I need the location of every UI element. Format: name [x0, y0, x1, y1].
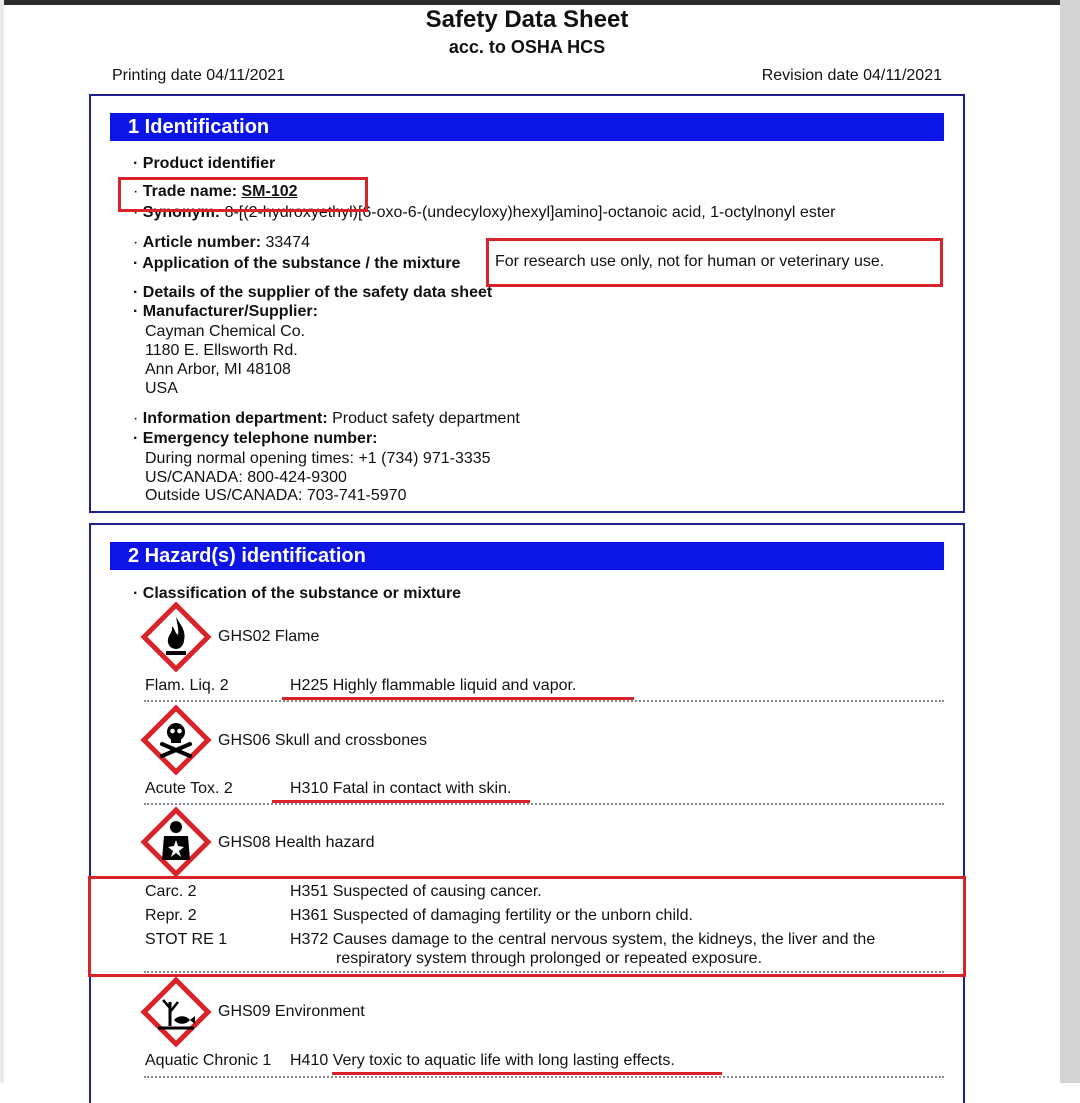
hazard-class: Acute Tox. 2: [145, 780, 233, 797]
hazard-statement-continuation: respiratory system through prolonged or repeated exposure.: [336, 950, 763, 967]
flame-icon: [140, 601, 212, 673]
document-title: Safety Data Sheet: [425, 6, 629, 33]
hazard-statement: H372 Causes damage to the central nervous system, the kidneys, the liver and the: [290, 931, 876, 948]
row-divider: [144, 700, 944, 702]
hazard-class: Aquatic Chronic 1: [145, 1052, 272, 1069]
classification-label: · Classification of the substance or mixture: [133, 585, 462, 602]
revision-date: Revision date 04/11/2021: [761, 67, 942, 84]
printing-date: Printing date 04/11/2021: [112, 67, 286, 84]
trade-name-value: SM-102: [241, 183, 298, 200]
skull-crossbones-icon: [140, 704, 212, 776]
article-number-value: 33474: [265, 234, 310, 251]
manufacturer-label: · Manufacturer/Supplier:: [133, 303, 318, 320]
application-label: · Application of the substance / the mixture: [133, 255, 461, 272]
trade-name-line: · Trade name: SM-102: [133, 183, 302, 201]
emergency-label: · Emergency telephone number:: [133, 430, 378, 447]
info-department-line: · Information department: Product safety department: [133, 410, 520, 427]
document-subtitle: acc. to OSHA HCS: [448, 37, 606, 57]
application-highlight: [486, 238, 943, 287]
pictogram-label: GHS02 Flame: [218, 628, 320, 645]
row-divider: [144, 803, 944, 805]
address-line: Cayman Chemical Co.: [145, 323, 306, 340]
emergency-line: Outside US/CANADA: 703-741-5970: [145, 487, 407, 504]
synonym-line: · Synonym: 8-[(2-hydroxyethyl)[6-oxo-6-(undecyloxy)hexyl]amino]-octanoic acid, 1-octylnonyl ester: [133, 204, 836, 221]
address-line: USA: [145, 380, 178, 397]
row-divider: [144, 1076, 944, 1078]
pictogram-label: GHS09 Environment: [218, 1003, 365, 1020]
product-identifier-label: · Product identifier: [133, 155, 276, 172]
pictogram-label: GHS06 Skull and crossbones: [218, 732, 427, 749]
section-2-heading: 2 Hazard(s) identification: [110, 542, 944, 570]
hazard-statement: H361 Suspected of damaging fertility or the unborn child.: [290, 907, 693, 924]
trade-name-label: Trade name:: [142, 183, 238, 200]
info-department-label: Information department:: [142, 410, 328, 427]
hazard-class: Flam. Liq. 2: [145, 677, 229, 694]
application-value: For research use only, not for human or veterinary use.: [490, 242, 943, 282]
synonym-label: Synonym:: [142, 204, 221, 221]
info-department-value: Product safety department: [332, 410, 520, 427]
hazard-statement: H351 Suspected of causing cancer.: [290, 883, 542, 900]
hazard-statement: H310 Fatal in contact with skin.: [290, 780, 512, 797]
section-1-heading: 1 Identification: [110, 113, 944, 141]
hazard-statement: H225 Highly flammable liquid and vapor.: [290, 677, 577, 694]
emergency-line: US/CANADA: 800-424-9300: [145, 469, 347, 486]
top-edge: [0, 0, 1080, 5]
health-hazard-icon: [140, 806, 212, 878]
hazard-class: Repr. 2: [145, 907, 197, 924]
hazard-underline: [332, 1072, 722, 1075]
environment-icon: [140, 976, 212, 1048]
left-edge: [0, 0, 4, 1083]
article-number-label: Article number:: [142, 234, 262, 251]
chronic-hazards-highlight: [88, 876, 966, 977]
hazard-class: STOT RE 1: [145, 931, 228, 948]
article-number-line: · Article number: 33474: [133, 234, 310, 251]
hazard-class: Carc. 2: [145, 883, 197, 900]
pictogram-label: GHS08 Health hazard: [218, 834, 375, 851]
emergency-line: During normal opening times: +1 (734) 971-3335: [145, 450, 491, 467]
page-gutter: [1060, 0, 1080, 1083]
address-line: Ann Arbor, MI 48108: [145, 361, 291, 378]
hazard-statement: H410 Very toxic to aquatic life with long lasting effects.: [290, 1052, 675, 1069]
address-line: 1180 E. Ellsworth Rd.: [145, 342, 298, 359]
supplier-details-label: · Details of the supplier of the safety data sheet: [133, 284, 493, 301]
trade-name-highlight: [118, 177, 368, 212]
synonym-value: 8-[(2-hydroxyethyl)[6-oxo-6-(undecyloxy)hexyl]amino]-octanoic acid, 1-octylnonyl ester: [224, 204, 836, 221]
